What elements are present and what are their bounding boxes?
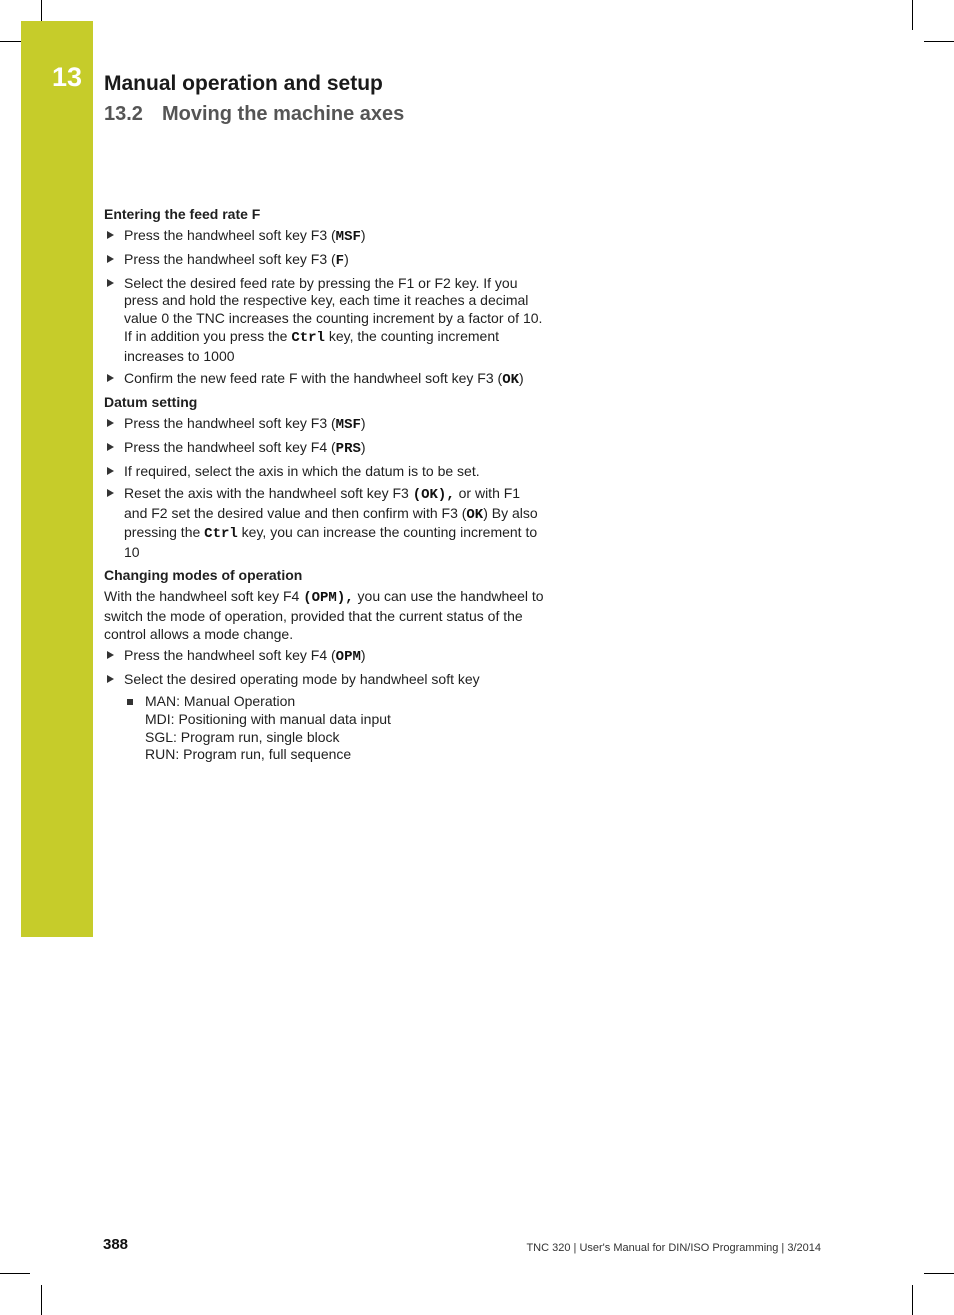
step-text: ) <box>360 415 366 432</box>
arrow-icon <box>107 443 114 451</box>
feed-steps <box>104 227 544 389</box>
list-item <box>104 370 544 390</box>
page-body <box>104 205 544 764</box>
key-name: Ctrl <box>291 329 325 346</box>
arrow-icon <box>107 675 114 683</box>
square-bullet-icon <box>127 699 133 705</box>
crop-mark <box>924 41 954 42</box>
step-text: ) <box>519 369 524 386</box>
mode-list <box>104 693 544 764</box>
crop-mark <box>912 1285 913 1315</box>
step-text: key, the counting increment increases to 1000 <box>124 327 499 364</box>
datum-steps <box>104 415 544 562</box>
arrow-icon <box>107 467 114 475</box>
chapter-sidebar <box>21 21 93 937</box>
crop-mark <box>912 0 913 30</box>
mode-item: RUN: Program run, full sequence <box>145 746 352 763</box>
step-text: ) <box>360 439 366 456</box>
step-text: key, you can increase the counting increment to 10 <box>124 524 538 561</box>
arrow-icon <box>107 374 114 382</box>
soft-key: OK <box>466 506 484 523</box>
list-item <box>104 485 544 562</box>
step-text: If required, select the axis in which the datum is to be set. <box>124 462 480 479</box>
list-item <box>104 251 544 271</box>
crop-mark <box>0 1273 30 1274</box>
soft-key: MSF <box>335 229 361 245</box>
step-text: or with F1 and F2 set the desired value and then confirm with F3 ( <box>124 484 521 521</box>
modes-steps <box>104 647 544 689</box>
arrow-icon <box>107 419 114 427</box>
soft-key: PRS <box>335 441 361 458</box>
list-item <box>104 439 544 459</box>
mode-item: MAN: Manual Operation <box>145 692 296 709</box>
step-text: Reset the axis with the handwheel soft key F3 <box>124 484 413 501</box>
modes-intro <box>104 588 544 643</box>
footer-text: TNC 320 | User's Manual for DIN/ISO Programming | 3/2014 <box>526 1242 821 1254</box>
datum-heading: Datum setting <box>104 394 198 411</box>
arrow-icon <box>107 651 114 659</box>
step-text: Confirm the new feed rate F with the handwheel soft key F3 ( <box>124 369 503 386</box>
step-text: Press the handwheel soft key F3 ( <box>124 250 336 267</box>
step-text: Press the handwheel soft key F3 ( <box>124 415 336 432</box>
arrow-icon <box>107 255 114 263</box>
step-text: ) <box>344 250 349 267</box>
list-item <box>104 647 544 667</box>
soft-key: OK <box>502 371 519 388</box>
step-text: ) By also pressing the <box>124 504 538 541</box>
step-text: Press the handwheel soft key F4 ( <box>124 439 336 456</box>
chapter-title: Manual operation and setup <box>104 72 383 95</box>
chapter-number: 13 <box>52 62 83 92</box>
page-number: 388 <box>103 1236 129 1253</box>
soft-key: (OPM), <box>303 589 354 606</box>
soft-key: MSF <box>335 417 361 434</box>
list-item <box>104 415 544 435</box>
soft-key: (OK), <box>412 486 455 503</box>
step-text: Press the handwheel soft key F4 ( <box>124 647 336 664</box>
arrow-icon <box>107 279 114 287</box>
arrow-icon <box>107 489 114 497</box>
intro-text: With the handwheel soft key F4 <box>104 587 304 604</box>
list-item <box>104 275 544 366</box>
step-text: Select the desired operating mode by handwheel soft key <box>124 671 480 688</box>
soft-key: OPM <box>335 649 361 666</box>
step-text: Press the handwheel soft key F3 ( <box>124 227 336 243</box>
crop-mark <box>41 0 42 21</box>
step-text: ) <box>360 647 366 664</box>
list-item <box>104 463 544 481</box>
step-text: ) <box>360 227 366 243</box>
modes-heading: Changing modes of operation <box>104 566 303 583</box>
crop-mark <box>0 41 21 42</box>
arrow-icon <box>107 231 114 239</box>
step-text: Select the desired feed rate by pressing the F1 or F2 key. If you press and hold the respective key, each time it reaches a decimal value 0 the TNC increases the counting increment by a factor of 10. If in addition you press the <box>124 274 543 344</box>
feed-heading: Entering the feed rate F <box>104 206 261 222</box>
section-heading <box>104 103 404 126</box>
intro-text: you can use the handwheel to switch the mode of operation, provided that the current status of the control allows a mode change. <box>104 587 544 642</box>
crop-mark <box>41 1285 42 1315</box>
key-name: Ctrl <box>204 526 238 543</box>
mode-item: MDI: Positioning with manual data input <box>145 710 391 727</box>
crop-mark <box>924 1273 954 1274</box>
soft-key: F <box>335 252 345 269</box>
list-item <box>104 671 544 689</box>
list-item <box>104 227 544 247</box>
section-number: 13.2 <box>104 103 143 125</box>
section-title: Moving the machine axes <box>162 103 405 125</box>
mode-item: SGL: Program run, single block <box>145 728 340 745</box>
